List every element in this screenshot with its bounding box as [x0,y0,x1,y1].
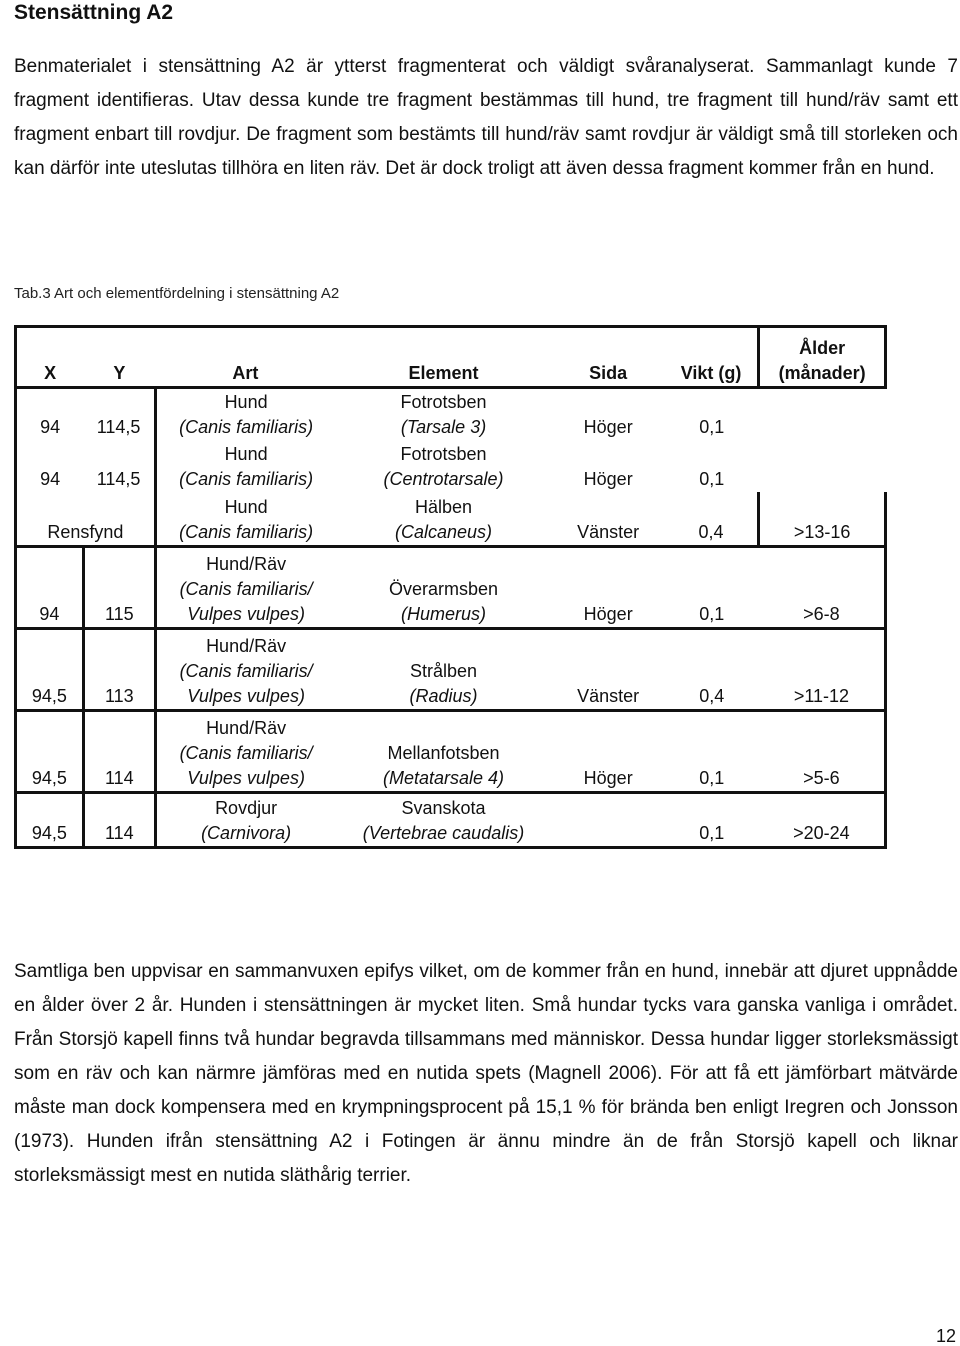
table-row [16,711,886,793]
table-row [16,547,886,629]
art-latin: (Canis familiaris) [179,416,314,437]
cell-alder [759,388,886,440]
cell-vikt: 0,1 [699,416,725,437]
header-sida: Sida [552,327,665,388]
cell-alder: >6-8 [759,547,886,629]
art-latin: (Canis familiaris/ [179,661,313,681]
table-row [16,492,886,547]
cell-x: Rensfynd [16,492,156,547]
table-caption: Tab.3 Art och elementfördelning i stensättning A2 [14,285,340,302]
art-name: Hund [224,443,268,464]
cell-art [155,492,335,547]
header-alder [759,327,886,388]
cell-vikt: 0,1 [665,711,759,793]
element-latin: (Centrotarsale) [383,468,504,489]
cell-y: 114,5 [83,440,155,492]
header-x: X [16,327,84,388]
cell-vikt: 0,4 [665,629,759,711]
element-name: Hälben [414,497,473,517]
element-latin: (Vertebrae caudalis) [362,823,525,843]
art-latin: (Canis familiaris/ [179,743,313,763]
cell-alder: >11-12 [759,629,886,711]
cell-x: 94 [16,440,84,492]
cell-art [155,547,335,629]
cell-vikt: 0,1 [665,547,759,629]
cell-sida: Höger [552,547,665,629]
art-name: Hund/Räv [206,718,287,738]
element-name: Strålben [409,661,478,681]
cell-art [155,629,335,711]
element-name: Fotrotsben [400,391,487,412]
cell-x: 94,5 [16,629,84,711]
element-latin: (Humerus) [401,604,487,624]
cell-element [335,711,551,793]
element-latin: (Metatarsale 4) [382,768,505,788]
table-header-row [16,327,886,388]
cell-sida: Vänster [552,629,665,711]
element-latin: (Radius) [409,686,478,706]
cell-y: 114,5 [83,388,155,440]
cell-vikt: 0,1 [665,793,759,848]
art-latin: (Canis familiaris/ [179,579,313,599]
header-alder-line2: (månader) [778,363,866,383]
cell-sida: Höger [583,468,633,489]
art-name: Hund/Räv [206,554,287,574]
header-y: Y [83,327,155,388]
cell-element [335,440,551,492]
section-heading: Stensättning A2 [14,1,174,24]
art-latin: (Carnivora) [201,823,292,843]
element-name: Överarmsben [388,579,499,599]
cell-vikt: 0,1 [699,468,725,489]
cell-alder: >5-6 [759,711,886,793]
element-latin: (Calcaneus) [394,522,493,542]
table-row [16,793,886,848]
art-name: Hund [224,497,268,517]
cell-y: 115 [83,547,155,629]
header-element: Element [335,327,551,388]
element-name: Svanskota [401,798,486,818]
cell-vikt: 0,4 [665,492,759,547]
cell-sida [552,793,665,848]
art-latin: (Canis familiaris) [179,468,314,489]
cell-alder: >20-24 [759,793,886,848]
cell-x: 94,5 [16,711,84,793]
cell-x: 94 [16,547,84,629]
art-latin-2: Vulpes vulpes) [187,686,305,706]
cell-sida: Höger [552,711,665,793]
element-latin: (Tarsale 3) [400,416,487,437]
cell-sida: Vänster [552,492,665,547]
cell-y: 113 [83,629,155,711]
cell-alder: >13-16 [759,492,886,547]
art-latin: (Canis familiaris) [179,522,314,542]
cell-element [335,547,551,629]
header-vikt: Vikt (g) [665,327,759,388]
cell-x: 94 [16,388,84,440]
element-table [14,325,887,849]
table-row [16,629,886,711]
intro-paragraph: Benmaterialet i stensättning A2 är ytterst fragmenterat och väldigt svåranalyserat. Sammanlagt kunde 7 fragment identifieras. Utav dessa kunde tre fragment bestämmas till hund, tre fragment till hund/räv samt ett fragment enbart till rovdjur. De fragment som bestämts till hund/räv samt rovdjur är väldigt små till storleken och kan därför inte uteslutas tillhöra en liten räv. Det är dock troligt att även dessa fragment kommer från en hund. [14,56,958,179]
element-name: Mellanfotsben [387,743,500,763]
element-name: Fotrotsben [400,443,487,464]
cell-y: 114 [83,793,155,848]
cell-element [335,629,551,711]
art-name: Rovdjur [215,798,278,818]
cell-y: 114 [83,711,155,793]
cell-art [155,440,335,492]
cell-element [335,388,551,440]
cell-art [155,711,335,793]
cell-sida: Höger [583,416,633,437]
table-row [16,388,886,440]
cell-element [335,793,551,848]
table-row [16,440,886,492]
cell-x: 94,5 [16,793,84,848]
header-alder-line1: Ålder [799,338,846,358]
header-art: Art [155,327,335,388]
page-number: 12 [935,1326,956,1346]
art-latin-2: Vulpes vulpes) [187,604,305,624]
cell-element [335,492,551,547]
cell-art [155,388,335,440]
cell-alder [759,440,886,492]
art-name: Hund/Räv [206,636,287,656]
body-paragraph: Samtliga ben uppvisar en sammanvuxen epifys vilket, om de kommer från en hund, innebär att djuret uppnådde en ålder över 2 år. Hunden i stensättningen är mycket liten. Små hundar tycks vara ganska vanliga i området. Från Storsjö kapell finns två hundar begravda tillsammans med människor. Dessa hundar ligger storleksmässigt som en räv och kan närmre jämföras med en nutida spets (Magnell 2006). För att få ett jämförbart mätvärde måste man dock kompensera med en krympningsprocent på 15,1 % för brända ben enligt Iregren och Jonsson (1973). Hunden ifrån stensättning A2 i Fotingen är ännu mindre än de från Storsjö kapell och liknar storleksmässigt mest en nutida släthårig terrier. [14,961,958,1186]
cell-art [155,793,335,848]
art-latin-2: Vulpes vulpes) [187,768,305,788]
art-name: Hund [224,391,268,412]
